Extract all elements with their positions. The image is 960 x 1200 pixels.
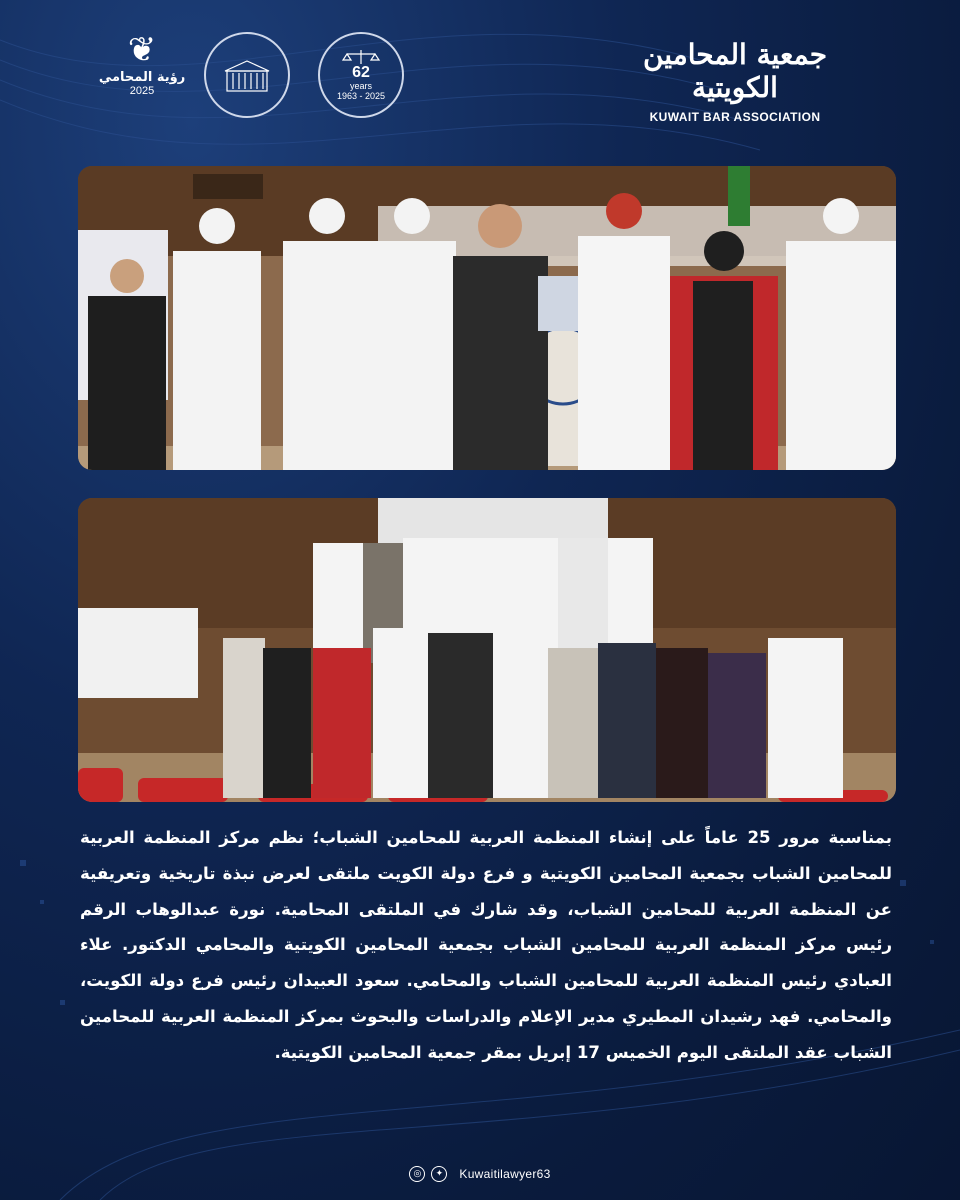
anniversary-number: 62 [352,64,370,81]
vision-logo [92,30,192,97]
kba-logo [620,38,850,124]
vision-year: 2025 [129,85,155,97]
org-name-english: KUWAIT BAR ASSOCIATION [649,110,821,124]
anniversary-word: years [349,81,372,91]
building-icon [217,55,277,95]
footer [0,1162,960,1186]
anniversary-dates: 1963 - 2025 [336,91,386,101]
twitter-icon[interactable]: ✦ [431,1166,447,1182]
event-photo-1 [78,166,896,470]
event-photo-2 [78,498,896,802]
vision-mark-icon: ❦ [127,30,157,70]
vision-title: رؤية المحامي [98,70,186,85]
social-handle[interactable]: Kuwaitilawyer63 [459,1167,551,1181]
scales-icon [341,49,381,65]
caption-text: بمناسبة مرور 25 عاماً على إنشاء المنظمة العربية للمحامين الشباب؛ نظم مركز المنظمة العربية للمحامين الشباب بجمعية المحامين الكويتية و فرع دولة الكويت ملتقى لعرض نبذة تاريخية وتعريفية عن المنظمة العربية للمحامين الشباب، وقد شارك في الملتقى المحامية. نورة عبدالوهاب الرقم رئيس مركز المنظمة العربية للمحامين الشباب بجمعية المحامين الكويتية والمحامي الدكتور. علاء العبادي رئيس المنظمة العربية للمحامين الشباب والمحامي. سعود العبيدان رئيس فرع دولة الكويت، والمحامي. فهد رشيدان المطيري مدير الإعلام والدراسات والبحوث بمركز المنظمة العربية للمحامين الشباب عقد الملتقى اليوم الخميس 17 إبريل بمقر جمعية المحامين الكويتية. [80,828,892,1062]
instagram-icon[interactable]: ◎ [409,1166,425,1182]
building-seal [204,32,290,118]
anniversary-seal [318,32,404,118]
header [0,0,960,150]
org-name-arabic: جمعية المحامين الكويتية [642,38,828,104]
